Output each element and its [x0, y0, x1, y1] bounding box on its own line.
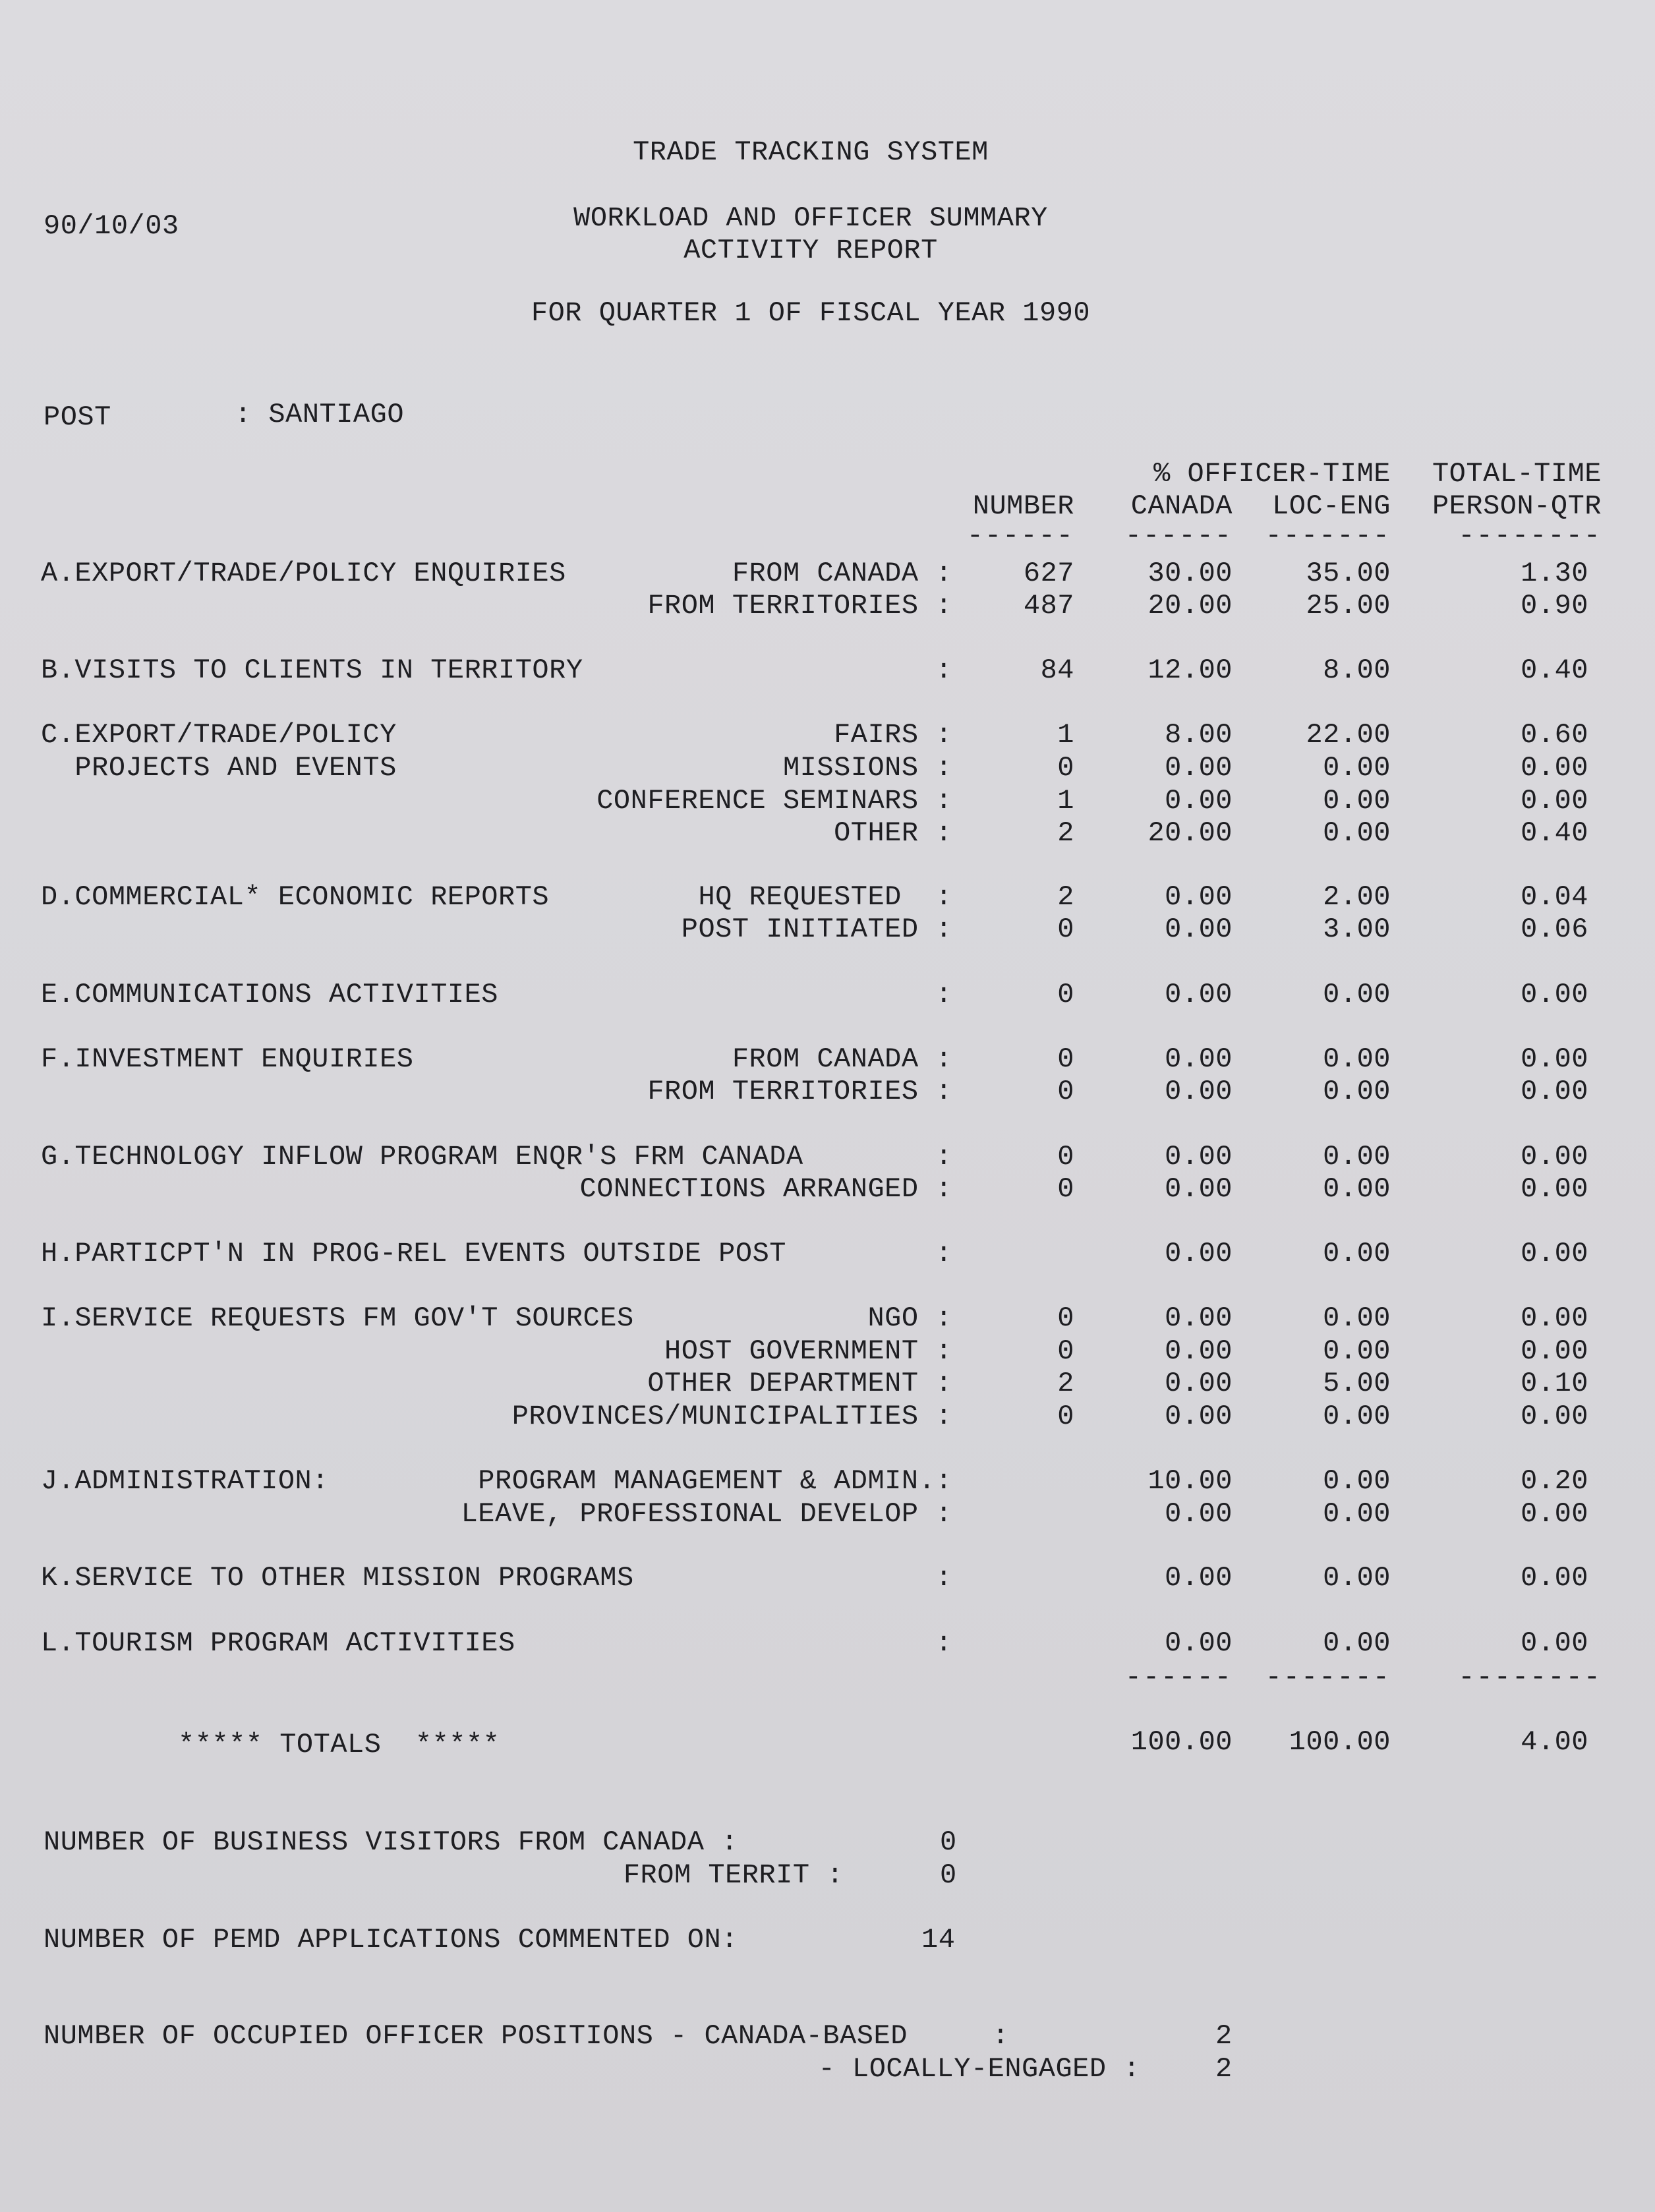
row-canada: 0.00	[1165, 1335, 1233, 1367]
number-header: NUMBER	[972, 490, 1074, 522]
total-time-header: TOTAL-TIME	[1432, 458, 1602, 490]
row-loceng: 0.00	[1323, 1173, 1391, 1205]
row-number: 487	[1023, 590, 1074, 622]
totals-loceng: 100.00	[1289, 1726, 1391, 1758]
row-subcategory: FROM CANADA :	[732, 558, 952, 589]
positions-local-value: 2	[1215, 2053, 1233, 2085]
row-category: G.TECHNOLOGY INFLOW PROGRAM ENQR'S FRM CANADA	[41, 1141, 803, 1173]
row-personqtr: 0.00	[1521, 1043, 1588, 1075]
row-canada: 0.00	[1165, 1627, 1233, 1659]
row-personqtr: 0.00	[1521, 979, 1588, 1010]
row-subcategory: MISSIONS :	[782, 752, 952, 784]
totals-personqtr-line: --------	[1458, 1662, 1602, 1693]
loc-eng-header: LOC-ENG	[1272, 490, 1391, 522]
row-canada: 0.00	[1165, 1302, 1233, 1334]
row-subcategory: FAIRS :	[834, 719, 952, 751]
row-subcategory: :	[935, 1627, 952, 1659]
row-canada: 10.00	[1147, 1465, 1233, 1497]
row-loceng: 0.00	[1323, 1335, 1391, 1367]
report-date: 90/10/03	[44, 210, 179, 242]
row-personqtr: 0.00	[1521, 785, 1588, 817]
totals-label: ***** TOTALS *****	[178, 1729, 500, 1761]
row-personqtr: 0.10	[1521, 1368, 1588, 1399]
report-title: ACTIVITY REPORT	[683, 235, 938, 266]
row-loceng: 0.00	[1323, 1627, 1391, 1659]
row-canada: 20.00	[1147, 817, 1233, 849]
row-subcategory: POST INITIATED :	[681, 914, 952, 945]
row-number: 84	[1040, 655, 1074, 686]
totals-loceng-line: -------	[1265, 1662, 1391, 1693]
row-loceng: 2.00	[1323, 881, 1391, 913]
row-number: 1	[1057, 719, 1074, 751]
row-loceng: 0.00	[1323, 979, 1391, 1010]
row-subcategory: LEAVE, PROFESSIONAL DEVELOP :	[461, 1498, 952, 1530]
row-personqtr: 0.60	[1521, 719, 1588, 751]
visitors-value: 0	[940, 1826, 957, 1858]
row-personqtr: 0.20	[1521, 1465, 1588, 1497]
canada-underline: ------	[1124, 520, 1233, 552]
row-personqtr: 0.06	[1521, 914, 1588, 945]
row-loceng: 0.00	[1323, 1302, 1391, 1334]
row-personqtr: 0.00	[1521, 1076, 1588, 1107]
post-value: : SANTIAGO	[235, 399, 405, 430]
row-subcategory: :	[935, 1238, 952, 1269]
summary-title: WORKLOAD AND OFFICER SUMMARY	[573, 202, 1048, 234]
row-personqtr: 0.40	[1521, 655, 1588, 686]
row-subcategory: :	[935, 979, 952, 1010]
row-loceng: 22.00	[1306, 719, 1391, 751]
row-canada: 30.00	[1147, 558, 1233, 589]
positions-label: NUMBER OF OCCUPIED OFFICER POSITIONS - CANADA-BASED :	[44, 2020, 1010, 2052]
row-loceng: 0.00	[1323, 1562, 1391, 1594]
row-subcategory: OTHER DEPARTMENT :	[647, 1368, 952, 1399]
row-subcategory: HQ REQUESTED :	[698, 881, 952, 913]
row-category: I.SERVICE REQUESTS FM GOV'T SOURCES	[41, 1302, 634, 1334]
row-subcategory: PROVINCES/MUNICIPALITIES :	[511, 1401, 952, 1432]
row-number: 0	[1057, 1076, 1074, 1107]
row-subcategory: CONFERENCE SEMINARS :	[596, 785, 952, 817]
row-loceng: 25.00	[1306, 590, 1391, 622]
row-loceng: 8.00	[1323, 655, 1391, 686]
row-loceng: 0.00	[1323, 1141, 1391, 1173]
row-category: A.EXPORT/TRADE/POLICY ENQUIRIES	[41, 558, 566, 589]
row-subcategory: HOST GOVERNMENT :	[664, 1335, 952, 1367]
row-loceng: 5.00	[1323, 1368, 1391, 1399]
row-number: 0	[1057, 1302, 1074, 1334]
row-loceng: 0.00	[1323, 752, 1391, 784]
visitors-label: NUMBER OF BUSINESS VISITORS FROM CANADA :	[44, 1826, 738, 1858]
totals-personqtr: 4.00	[1521, 1726, 1588, 1758]
pemd-value: 14	[921, 1924, 956, 1956]
row-category: K.SERVICE TO OTHER MISSION PROGRAMS	[41, 1562, 634, 1594]
row-personqtr: 0.00	[1521, 752, 1588, 784]
row-number: 0	[1057, 752, 1074, 784]
territ-value: 0	[940, 1859, 957, 1891]
row-number: 0	[1057, 1173, 1074, 1205]
row-personqtr: 0.00	[1521, 1238, 1588, 1269]
row-subcategory: FROM TERRITORIES :	[647, 1076, 952, 1107]
row-number: 0	[1057, 1043, 1074, 1075]
row-number: 0	[1057, 1335, 1074, 1367]
row-subcategory: :	[935, 1141, 952, 1173]
row-number: 0	[1057, 914, 1074, 945]
row-category: H.PARTICPT'N IN PROG-REL EVENTS OUTSIDE POST	[41, 1238, 786, 1269]
system-title: TRADE TRACKING SYSTEM	[633, 136, 989, 168]
positions-canada-value: 2	[1215, 2020, 1233, 2052]
positions-local-label: - LOCALLY-ENGAGED :	[818, 2053, 1140, 2085]
row-canada: 0.00	[1165, 979, 1233, 1010]
row-subcategory: PROGRAM MANAGEMENT & ADMIN.:	[478, 1465, 952, 1497]
row-loceng: 0.00	[1323, 1043, 1391, 1075]
row-subcategory: :	[935, 655, 952, 686]
row-canada: 20.00	[1147, 590, 1233, 622]
row-category: C.EXPORT/TRADE/POLICY	[41, 719, 397, 751]
row-loceng: 0.00	[1323, 1498, 1391, 1530]
row-personqtr: 0.90	[1521, 590, 1588, 622]
row-personqtr: 0.00	[1521, 1173, 1588, 1205]
row-canada: 0.00	[1165, 1043, 1233, 1075]
row-canada: 0.00	[1165, 752, 1233, 784]
row-loceng: 0.00	[1323, 1465, 1391, 1497]
row-personqtr: 0.00	[1521, 1141, 1588, 1173]
territ-label: FROM TERRIT :	[623, 1859, 844, 1891]
row-personqtr: 0.00	[1521, 1401, 1588, 1432]
row-canada: 0.00	[1165, 1562, 1233, 1594]
row-loceng: 0.00	[1323, 785, 1391, 817]
row-canada: 0.00	[1165, 914, 1233, 945]
row-category: PROJECTS AND EVENTS	[41, 752, 397, 784]
row-category: E.COMMUNICATIONS ACTIVITIES	[41, 979, 499, 1010]
row-personqtr: 0.00	[1521, 1627, 1588, 1659]
row-subcategory: FROM TERRITORIES :	[647, 590, 952, 622]
totals-canada-line: ------	[1124, 1662, 1233, 1693]
row-category: J.ADMINISTRATION:	[41, 1465, 329, 1497]
row-number: 2	[1057, 881, 1074, 913]
row-subcategory: NGO :	[867, 1302, 952, 1334]
row-personqtr: 0.00	[1521, 1562, 1588, 1594]
totals-canada: 100.00	[1130, 1726, 1233, 1758]
row-personqtr: 0.04	[1521, 881, 1588, 913]
row-canada: 0.00	[1165, 1238, 1233, 1269]
row-personqtr: 0.40	[1521, 817, 1588, 849]
row-canada: 0.00	[1165, 1173, 1233, 1205]
row-canada: 0.00	[1165, 1401, 1233, 1432]
row-loceng: 0.00	[1323, 817, 1391, 849]
row-number: 0	[1057, 1401, 1074, 1432]
row-canada: 0.00	[1165, 785, 1233, 817]
row-number: 627	[1023, 558, 1074, 589]
row-canada: 0.00	[1165, 1076, 1233, 1107]
row-subcategory: FROM CANADA :	[732, 1043, 952, 1075]
row-subcategory: OTHER :	[834, 817, 952, 849]
pemd-label: NUMBER OF PEMD APPLICATIONS COMMENTED ON:	[44, 1924, 738, 1956]
row-loceng: 3.00	[1323, 914, 1391, 945]
row-canada: 0.00	[1165, 1498, 1233, 1530]
row-personqtr: 0.00	[1521, 1498, 1588, 1530]
quarter-title: FOR QUARTER 1 OF FISCAL YEAR 1990	[531, 297, 1091, 329]
row-canada: 0.00	[1165, 881, 1233, 913]
row-subcategory: CONNECTIONS ARRANGED :	[579, 1173, 952, 1205]
canada-header: CANADA	[1130, 490, 1233, 522]
row-number: 0	[1057, 1141, 1074, 1173]
row-category: B.VISITS TO CLIENTS IN TERRITORY	[41, 655, 583, 686]
number-underline: ------	[966, 520, 1074, 552]
pct-officer-header: % OFFICER-TIME	[1153, 458, 1391, 490]
loceng-underline: -------	[1265, 520, 1391, 552]
person-qtr-header: PERSON-QTR	[1432, 490, 1602, 522]
row-canada: 12.00	[1147, 655, 1233, 686]
row-number: 1	[1057, 785, 1074, 817]
row-personqtr: 0.00	[1521, 1335, 1588, 1367]
row-subcategory: :	[935, 1562, 952, 1594]
row-canada: 0.00	[1165, 1141, 1233, 1173]
post-label: POST	[44, 401, 111, 433]
row-loceng: 0.00	[1323, 1076, 1391, 1107]
row-canada: 8.00	[1165, 719, 1233, 751]
row-loceng: 35.00	[1306, 558, 1391, 589]
row-category: D.COMMERCIAL* ECONOMIC REPORTS	[41, 881, 550, 913]
row-personqtr: 0.00	[1521, 1302, 1588, 1334]
row-category: F.INVESTMENT ENQUIRIES	[41, 1043, 414, 1075]
row-loceng: 0.00	[1323, 1401, 1391, 1432]
row-category: L.TOURISM PROGRAM ACTIVITIES	[41, 1627, 515, 1659]
row-number: 2	[1057, 1368, 1074, 1399]
row-personqtr: 1.30	[1521, 558, 1588, 589]
row-number: 2	[1057, 817, 1074, 849]
row-canada: 0.00	[1165, 1368, 1233, 1399]
row-loceng: 0.00	[1323, 1238, 1391, 1269]
row-number: 0	[1057, 979, 1074, 1010]
personqtr-underline: --------	[1458, 520, 1602, 552]
